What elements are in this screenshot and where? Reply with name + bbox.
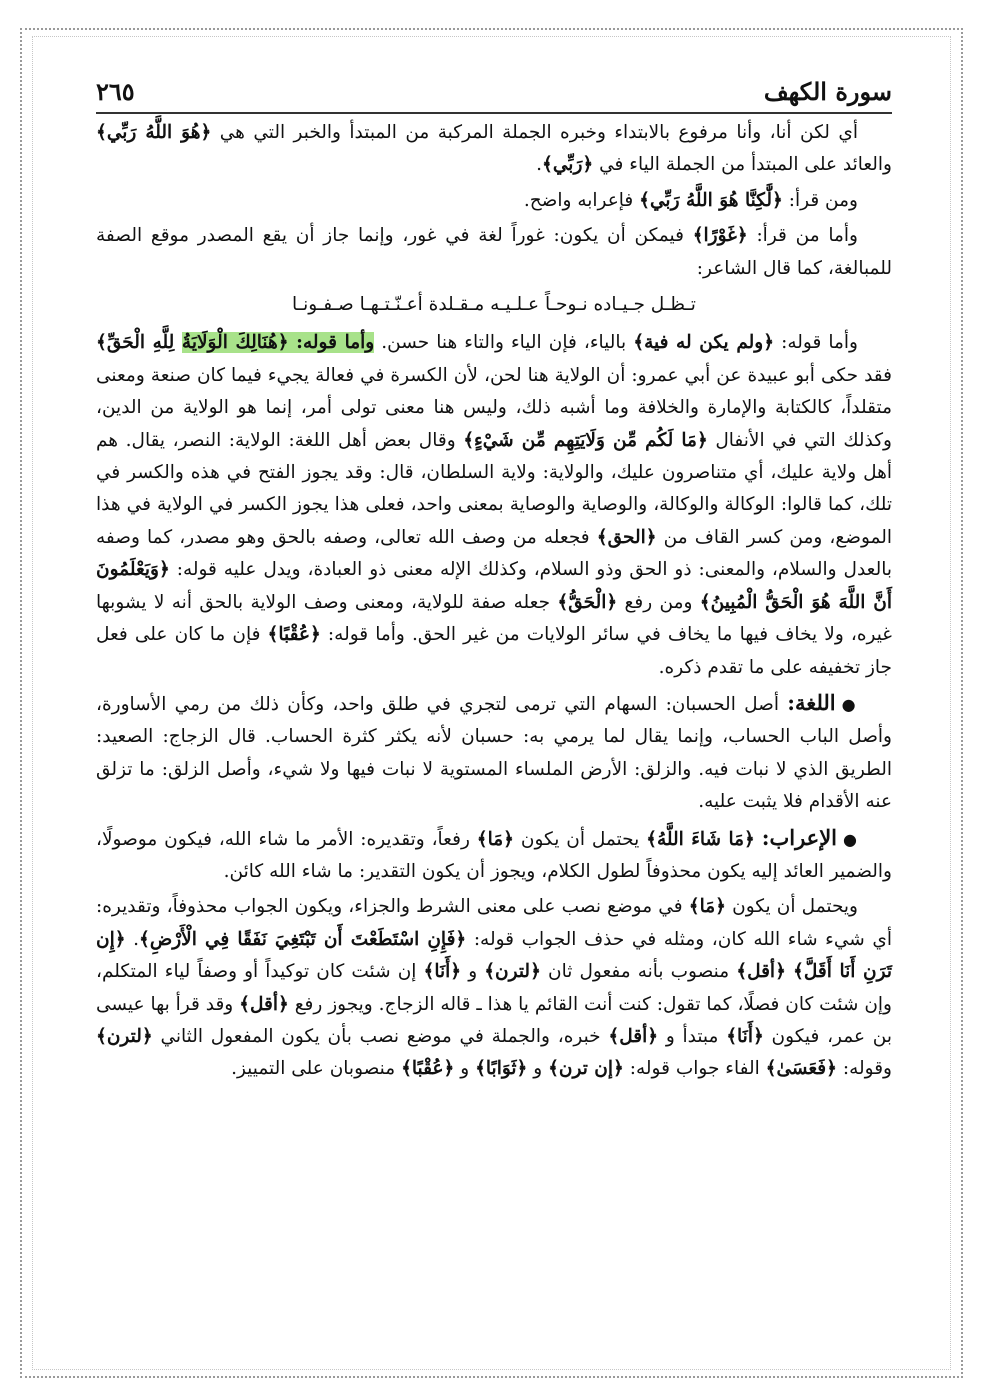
text-run: أي لكن أنا، وأنا مرفوع بالابتداء وخبره الجملة المركبة من المبتدأ والخبر التي هي bbox=[211, 122, 858, 143]
text-run: مبتدأ و bbox=[658, 1025, 727, 1047]
paragraph bbox=[96, 185, 892, 217]
paragraph bbox=[96, 687, 892, 819]
highlighted-text: وأما قوله: ﴿هُنَالِكَ الْوَلَايَةُ bbox=[181, 332, 375, 354]
text-run: فجعله من وصف الله تعالى، وصفه بالحق وهو مصدر، كما وصفه بالعدل والسلام، والمعنى: ذو الحق وذو السلام، وكذلك الإله معنى ذو العبادة، ويدل عليه قوله: bbox=[96, 526, 892, 581]
quran-quote: ﴿مَا شَاءَ اللَّهُ﴾ bbox=[646, 828, 755, 850]
paragraph bbox=[96, 220, 892, 285]
quran-quote: ﴿الْحَقُّ﴾ bbox=[557, 591, 618, 613]
text-run: و bbox=[461, 961, 485, 983]
text-run: والعائد على المبتدأ من الجملة الياء في bbox=[593, 154, 892, 176]
text-run: أصل الحسبان: السهام التي ترمى لتجري في طلق واحد، وكأن ذلك من رمي الأساورة، وأصل الباب الحساب، وإنما يقال لما يرمي به: حسبان لأنه يكثر كثرة الحساب. قال الزجاج: الصعيد: الطريق الذي لا نبات فيه. والزلق: الأرض الملساء المستوية لا نبات فيها ولا شيء، وأصل الزلق: ما تزلق عنه الأقدام فلا يثبت عليه. bbox=[96, 693, 892, 813]
quran-quote: ﴿عُقْبًا﴾ bbox=[401, 1058, 455, 1080]
quran-quote: ﴿أقل﴾ bbox=[608, 1025, 659, 1047]
quran-quote: ﴿أقل﴾ bbox=[736, 961, 786, 983]
quran-quote: ﴿فَعَسَىٰ﴾ bbox=[765, 1058, 837, 1080]
quran-quote: لِلَّهِ الْحَقِّ﴾ bbox=[96, 332, 182, 354]
quran-quote: ﴿أقل﴾ bbox=[239, 993, 289, 1015]
quran-quote: ﴿مَا﴾ bbox=[688, 896, 726, 918]
quran-quote: ﴿ولم يكن له فية﴾ bbox=[633, 332, 775, 354]
text-run: رفعاً، وتقديره: الأمر ما شاء الله، فيكون موصولًا، والضمير العائد إليه يكون محذوفاً لطول الكلام، ويجوز أن يكون التقدير: ما شاء الله كائن. bbox=[96, 828, 892, 882]
text-run: وأما من قرأ: bbox=[747, 225, 858, 247]
text-run: وقوله: bbox=[836, 1058, 892, 1080]
poetry-verse bbox=[96, 289, 892, 321]
quran-quote: ﴿إِن تَرَنِ أَنَا أَقَلَّ﴾ bbox=[96, 928, 892, 983]
paragraph bbox=[96, 891, 892, 1085]
section-heading: الإعراب: bbox=[761, 824, 838, 850]
text-run: بالياء، فإن الياء والتاء هنا حسن. bbox=[374, 332, 634, 354]
quran-quote: ﴿غَوْرًا﴾ bbox=[692, 225, 748, 247]
bullet-icon: ● bbox=[843, 829, 858, 849]
text-run: فإن ما كان على فعل جاز تخفيفه على ما تقدم ذكره. bbox=[96, 624, 892, 678]
quran-quote: ﴿لترن﴾ bbox=[484, 961, 541, 983]
text-run bbox=[786, 961, 793, 982]
bullet-icon: ● bbox=[841, 694, 859, 714]
quran-quote: ﴿فَإِنِ اسْتَطَعْتَ أَن تَبْتَغِيَ نَفَقًا فِي الْأَرْضِ﴾ bbox=[139, 928, 467, 950]
text-run: الفاء جواب قوله: bbox=[623, 1058, 766, 1080]
quran-quote: ﴿لَّٰكِنَّا هُوَ اللَّهُ رَبِّي﴾ bbox=[639, 189, 783, 211]
quran-quote: ﴿أَنَا﴾ bbox=[423, 961, 462, 983]
text-run: تـظـل جـيـاده نـوحـاً عـلـيـه مـقـلدة أعـنّـتـهـا صـفـونـا bbox=[292, 294, 696, 316]
text-run: وقد قرأ بها عيسى بن عمر، فيكون bbox=[96, 993, 892, 1047]
quran-quote: ﴿رَبِّي﴾ bbox=[542, 154, 594, 176]
text-run: خبره، والجملة في موضع نصب بأن يكون المفعول الثاني bbox=[152, 1025, 609, 1047]
text-run: . bbox=[125, 928, 140, 950]
quran-quote: ﴿مَا لَكُم مِّن وَلَايَتِهِم مِّن شَيْءٍ﴾ bbox=[463, 429, 708, 451]
text-run: فقد حكى أبو عبيدة عن أبي عمرو: أن الولاية هنا لحن، لأن الكسرة في فعالة يجيء فيما كان صنعة ومعنى متقلداً، كالكتابة والإمارة والخلافة وما أشبه ذلك، وليس هنا معنى تولى أمر، إنما هو الولاية من الدين، وكذلك التي في الأنفال bbox=[96, 364, 892, 451]
surah-title: سورة الكهف bbox=[763, 77, 892, 106]
quran-quote: ﴿وَيَعْلَمُونَ أَنَّ اللَّهَ هُوَ الْحَقُّ الْمُبِينُ﴾ bbox=[96, 559, 892, 613]
header-rule bbox=[96, 112, 892, 114]
page-header bbox=[96, 58, 892, 106]
paragraph bbox=[96, 327, 892, 683]
page-body bbox=[96, 117, 892, 1089]
text-run: منصوبان على التمييز. bbox=[231, 1058, 402, 1080]
text-run: وقال بعض أهل اللغة: الولاية: النصر، يقال. هم أهل ولاية عليك، أي متناصرون عليك، والولاية: ولاية السلطان، قال: وقد يجوز الفتح في هذه والكسر في تلك، كما قالوا: الوكالة والوكالة، والوصاية والوصاية بمعنى واحد، فعلى هذا يجوز الكسر في الولاية في هذا الموضع، ومن كسر القاف من bbox=[96, 429, 892, 548]
text-run: . bbox=[536, 154, 543, 176]
page-number: ٢٦٥ bbox=[96, 77, 135, 106]
paragraph bbox=[96, 117, 892, 182]
quran-quote: ﴿هُوَ اللَّهُ رَبِّي﴾ bbox=[96, 122, 212, 143]
quran-quote: ﴿مَا﴾ bbox=[476, 828, 514, 850]
paragraph bbox=[96, 822, 892, 889]
quran-quote: ﴿إن ترن﴾ bbox=[548, 1058, 624, 1080]
text-run: وأما قوله: bbox=[774, 332, 858, 354]
quran-quote: ﴿أَنَا﴾ bbox=[726, 1025, 764, 1047]
text-run: و bbox=[454, 1058, 476, 1080]
quran-quote: ﴿ثَوَابًا﴾ bbox=[475, 1058, 528, 1080]
text-run: فيمكن أن يكون: غوراً لغة في غور، وإنما جاز أن يقع المصدر موقع الصفة للمبالغة، كما قال الشاعر: bbox=[96, 225, 892, 279]
text-run: إن شئت كان توكيداً أو وصفاً لياء المتكلم، وإن شئت كان فصلًا، كما تقول: كنت أنت القائم يا هذا ـ قاله الزجاج. ويجوز رفع bbox=[96, 961, 892, 1015]
text-run: يحتمل أن يكون bbox=[514, 828, 647, 850]
text-run: فإعرابه واضح. bbox=[523, 189, 640, 211]
text-run: ويحتمل أن يكون bbox=[725, 896, 858, 918]
text-run: ومن رفع bbox=[617, 591, 700, 613]
text-run: في موضع نصب على معنى الشرط والجزاء، ويكون الجواب محذوفاً، وتقديره: أي شيء شاء الله كان، ومثله في حذف الجواب قوله: bbox=[96, 896, 892, 950]
quran-quote: ﴿لترن﴾ bbox=[96, 1025, 153, 1047]
text-run bbox=[755, 829, 762, 850]
text-run: منصوب بأنه مفعول ثان bbox=[540, 961, 737, 983]
text-run: ومن قرأ: bbox=[782, 189, 858, 211]
text-run: و bbox=[527, 1058, 549, 1080]
text-run: جعله صفة للولاية، ومعنى وصف الولاية بالحق أنه لا يشوبها غيره، ولا يخاف فيها ما يخاف في سائر الولايات من غير الحق. وأما قوله: bbox=[96, 591, 892, 646]
quran-quote: ﴿عُقْبًا﴾ bbox=[267, 624, 321, 646]
section-heading: اللغة: bbox=[787, 689, 836, 715]
quran-quote: ﴿الحق﴾ bbox=[596, 526, 657, 548]
